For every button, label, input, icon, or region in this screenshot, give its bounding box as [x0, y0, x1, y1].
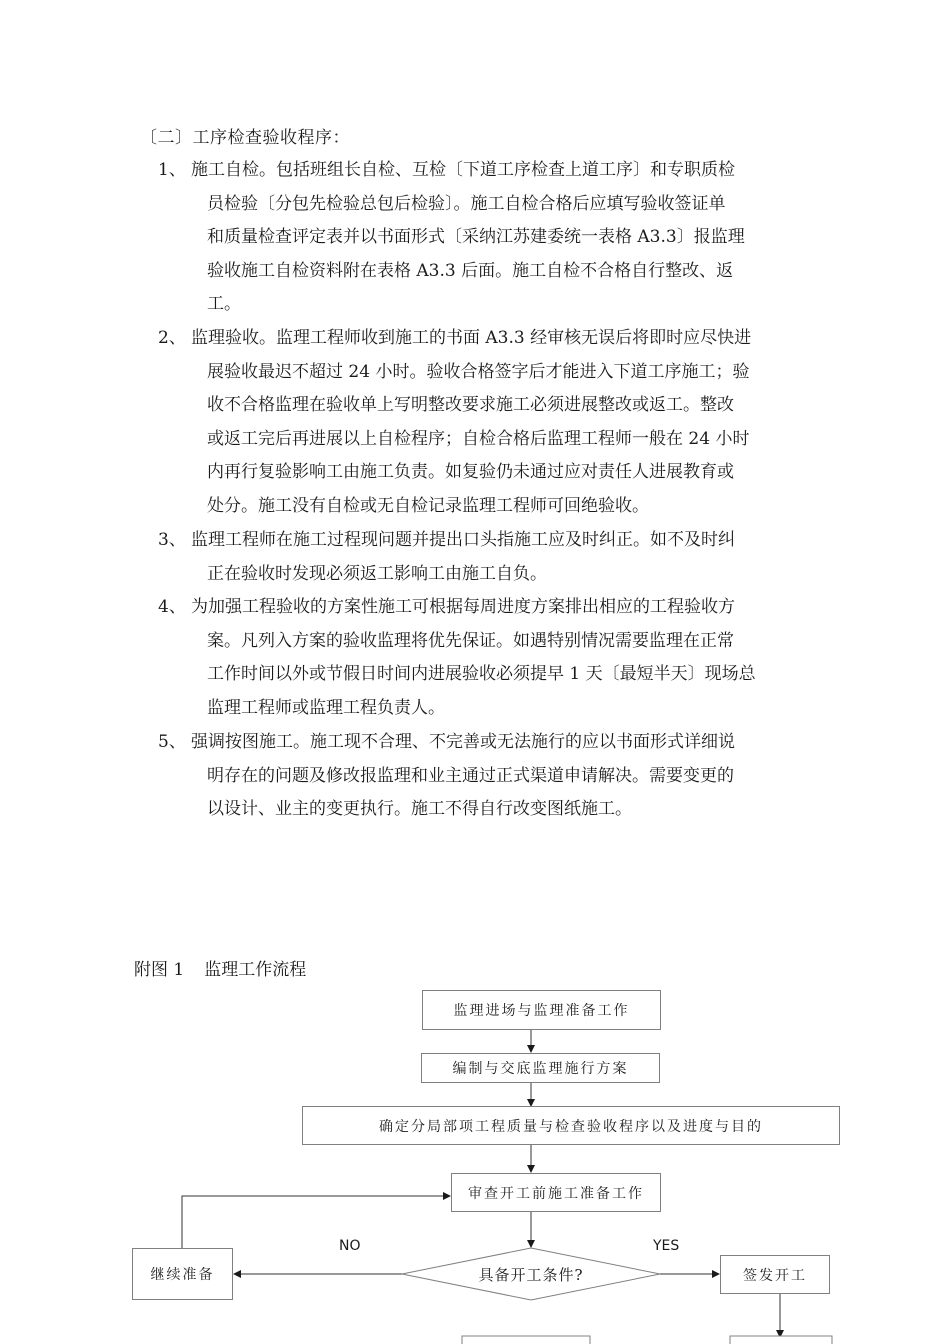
list-item-line: 明存在的问题及修改报监理和业主通过正式渠道申请解决。需要变更的	[207, 765, 734, 786]
list-item-line: 案。凡列入方案的验收监理将优先保证。如遇特别情况需要监理在正常	[207, 630, 734, 651]
flow-box-plan: 编制与交底监理施行方案	[421, 1053, 660, 1083]
list-item-number: 3、	[158, 530, 186, 550]
list-item-number: 2、	[158, 328, 186, 348]
list-item-line: 监理验收。监理工程师收到施工的书面 A3.3 经审核无误后将即时应尽快进	[191, 328, 752, 348]
list-item-line: 验收施工自检资料附在表格 A3.3 后面。施工自检不合格自行整改、返	[207, 260, 734, 281]
flow-box-start: 签发开工	[720, 1255, 830, 1294]
flow-box-continue: 继续准备	[132, 1248, 233, 1300]
list-item-line: 施工自检。包括班组长自检、互检〔下道工序检查上道工序〕和专职质检	[191, 160, 735, 180]
list-item-line: 为加强工程验收的方案性施工可根据每周进度方案排出相应的工程验收方	[191, 597, 735, 617]
yes-label: YES	[653, 1238, 680, 1254]
list-item-line: 展验收最迟不超过 24 小时。验收合格签字后才能进入下道工序施工；验	[207, 361, 750, 382]
list-item-line: 监理工程师或监理工程负责人。	[207, 697, 445, 718]
list-item-line: 强调按图施工。施工现不合理、不完善或无法施行的应以书面形式详细说	[191, 732, 735, 752]
list-item-line: 监理工程师在施工过程现问题并提出口头指施工应及时纠正。如不及时纠	[191, 530, 735, 550]
flow-box-review: 审查开工前施工准备工作	[451, 1173, 661, 1212]
list-item-line: 正在验收时发现必须返工影响工由施工自负。	[207, 563, 547, 584]
list-item-number: 1、	[158, 160, 186, 180]
flow-box-entry: 监理进场与监理准备工作	[422, 990, 661, 1030]
partial-box	[730, 1336, 832, 1344]
section-title: 〔二〕工序检查验收程序：	[140, 128, 350, 148]
list-item-line: 和质量检查评定表并以书面形式〔采纳江苏建委统一表格 A3.3〕报监理	[207, 227, 745, 248]
figure-label: 监理工作流程	[204, 960, 307, 980]
list-item-line: 工作时间以外或节假日时间内进展验收必须提早 1 天〔最短半天〕现场总	[207, 664, 756, 685]
decision-text: 具备开工条件?	[478, 1266, 584, 1284]
list-item-line: 员检验〔分包先检验总包后检验〕。施工自检合格后应填写验收签证单	[207, 193, 726, 214]
list-item-line: 以设计、业主的变更执行。施工不得自行改变图纸施工。	[207, 799, 632, 820]
list-item-line: 内再行复验影响工由施工负责。如复验仍未通过应对责任人进展教育或	[207, 462, 734, 483]
no-label: NO	[339, 1238, 361, 1254]
list-item-number: 5、	[158, 732, 186, 752]
flow-box-procedure: 确定分局部项工程质量与检查验收程序以及进度与目的	[302, 1106, 840, 1145]
list-item-line: 收不合格监理在验收单上写明整改要求施工必须进展整改或返工。整改	[207, 395, 734, 416]
list-item-line: 工。	[207, 294, 241, 315]
partial-box	[462, 1336, 590, 1344]
list-item-number: 4、	[158, 597, 186, 617]
connector-loop	[182, 1196, 450, 1248]
list-item-line: 处分。施工没有自检或无自检记录监理工程师可回绝验收。	[207, 495, 649, 516]
list-item-line: 或返工完后再进展以上自检程序；自检合格后监理工程师一般在 24 小时	[207, 428, 750, 449]
figure-number: 附图 1	[134, 960, 185, 980]
